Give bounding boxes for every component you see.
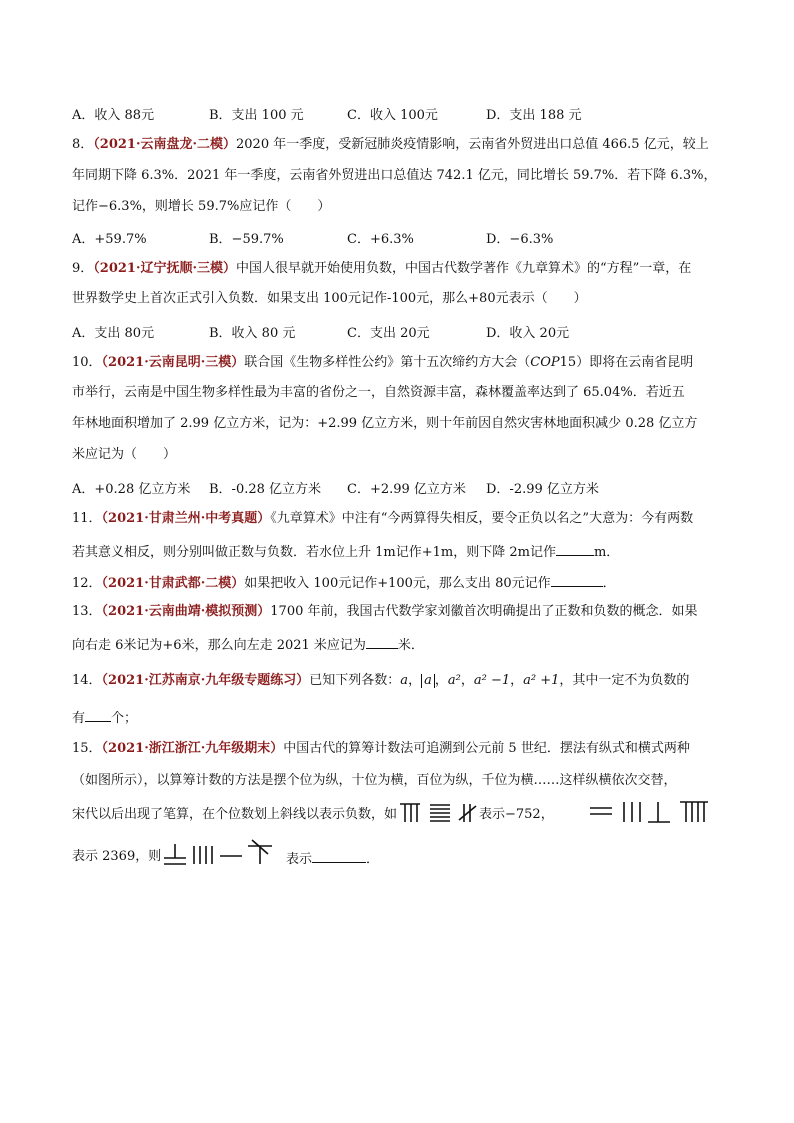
q10-text-1c: 15）即将在云南省昆明: [559, 355, 694, 370]
q15-line-3a: 宋代以后出现了笔算，在个位数划上斜线以表示负数，如: [72, 807, 398, 822]
q11-line-1: [72, 510, 693, 528]
q11-line-2: [72, 541, 619, 562]
q14-text-1b: ，其中一定不为负数的: [559, 673, 690, 688]
q12-answer-blank[interactable]: [551, 572, 603, 587]
q10-cop: COP: [530, 355, 560, 370]
q10-option-a: A．+0.28 亿立方米: [72, 482, 191, 497]
q14-source: （2021·江苏南京·九年级专题练习）: [101, 673, 310, 688]
rod-numeral-2369-icon: [588, 798, 722, 826]
q15-line-1: [72, 740, 690, 758]
q14-text-2b: 个；: [111, 711, 138, 726]
q15-number: 15．: [72, 741, 102, 756]
q11-text-1: 《九章算术》中注有“今两算得失相反，要令正负以名之”大意为：今有两数: [270, 511, 694, 526]
q9-text-1: 中国人很早就开始使用负数，中国古代数学著作《九章算术》的“方程”一章，在: [236, 261, 692, 276]
q13-source: （2021·云南曲靖·模拟预测）: [101, 604, 271, 619]
q13-text-2a: 向右走 6米记为+6米，那么向左走 2021 米应记为: [72, 638, 366, 653]
q15-source: （2021·浙江浙江·九年级期末）: [101, 741, 284, 756]
q13-text-1: 1700 年前，我国古代数学家刘徽首次明确提出了正数和负数的概念．如果: [270, 604, 698, 619]
q11-text-2a: 若其意义相反，则分别叫做正数与负数．若水位上升 1m记作+1m，则下降 2m记作: [72, 545, 556, 560]
q7-option-d: D．支出 188 元: [486, 108, 582, 123]
q14-expr-abs-a: a: [421, 674, 435, 688]
q12-text-1b: ．: [602, 576, 616, 591]
q14-line-2: [72, 707, 137, 728]
q11-number: 11．: [72, 511, 102, 526]
q10-option-c: C．+2.99 亿立方米: [347, 482, 466, 497]
q12-line-1: [72, 572, 616, 593]
q15-line-3b: 表示−752，: [479, 807, 554, 822]
q14-text-1a: 已知下列各数：: [309, 673, 401, 688]
q15-line-4-end: [286, 848, 379, 869]
q7-option-b: B．支出 100 元: [209, 108, 304, 123]
q15-text-4a: 表示 2369，则: [72, 849, 162, 864]
q14-expr-a-squared-minus-1: a² −1: [473, 673, 511, 688]
q8-option-a: A．+59.7%: [72, 232, 147, 247]
q7-option-a: A．收入 88元: [72, 108, 155, 123]
q11-answer-blank[interactable]: [556, 541, 594, 556]
q9-number: 9．: [72, 261, 94, 276]
q10-line-2: 市举行，云南是中国生物多样性最为丰富的省份之一，自然资源丰富，森林覆盖率达到了 65.04%．若近五: [72, 385, 685, 400]
q10-line-1: [72, 354, 693, 372]
q13-text-2b: 米．: [397, 638, 424, 653]
q9-option-b: B．收入 80 元: [209, 326, 296, 341]
q14-number: 14．: [72, 673, 102, 688]
q14-answer-blank[interactable]: [85, 707, 111, 722]
q9-option-a: A．支出 80元: [72, 326, 155, 341]
q9-line-2: 世界数学史上首次正式引入负数．如果支出 100元记作-100元，那么+80元表示（ ）: [72, 291, 587, 306]
q12-text-1a: 如果把收入 100元记作+100元，那么支出 80元记作: [244, 576, 551, 591]
q7-option-c: C．收入 100元: [347, 108, 438, 123]
q8-option-b: B．−59.7%: [209, 232, 284, 247]
q13-number: 13．: [72, 604, 102, 619]
q15-text-4c: ．: [366, 852, 380, 867]
q9-source: （2021·辽宁抚顺·三模）: [93, 261, 237, 276]
q11-source: （2021·甘肃兰州·中考真题）: [101, 511, 271, 526]
q9-option-c: C．支出 20元: [347, 326, 430, 341]
q14-expr-a: a: [400, 673, 409, 688]
q12-number: 12．: [72, 576, 102, 591]
q14-expr-a-squared-plus-1: a² +1: [523, 673, 560, 688]
q8-number: 8．: [72, 137, 94, 152]
q10-option-d: D．-2.99 亿立方米: [486, 482, 599, 497]
q15-answer-blank[interactable]: [312, 848, 366, 863]
q8-option-d: D．−6.3%: [486, 232, 554, 247]
q10-option-b: B．-0.28 亿立方米: [209, 482, 322, 497]
q9-option-d: D．收入 20元: [486, 326, 570, 341]
q10-line-3: 年林地面积增加了 2.99 亿立方米，记为：+2.99 亿立方米，则十年前因自然灾害林地面积减少 0.28 亿立方: [72, 416, 698, 431]
q10-line-4: 米应记为（ ）: [72, 447, 177, 462]
q12-source: （2021·甘肃武都·二模）: [101, 576, 245, 591]
q8-source: （2021·云南盘龙·二模）: [93, 137, 237, 152]
q15-line-2: （如图所示），以算筹计数的方法是摆个位为纵，十位为横，百位为纵，千位为横……这样纵横依次交替，: [72, 773, 677, 788]
q8-option-c: C．+6.3%: [347, 232, 414, 247]
q9-line-1: [72, 260, 691, 278]
q10-number: 10．: [72, 355, 102, 370]
q15-text-4b: 表示: [286, 852, 313, 867]
q10-source: （2021·云南昆明·三模）: [101, 355, 245, 370]
q10-text-1a: 联合国《生物多样性公约》第十五次缔约方大会（: [244, 355, 531, 370]
q14-text-2a: 有: [72, 711, 86, 726]
q13-line-2: [72, 634, 424, 655]
q15-line-4: [72, 848, 161, 866]
q11-text-2b: m．: [593, 545, 620, 560]
q13-line-1: [72, 603, 698, 621]
q14-expr-a-squared: a²: [447, 673, 461, 688]
q8-line-2: 年同期下降 6.3%．2021 年一季度，云南省外贸进出口总值达 742.1 亿元，同比增长 59.7%．若下降 6.3%，: [72, 168, 717, 183]
q8-line-1: [72, 136, 709, 154]
q14-line-1: 14．（2021·江苏南京·九年级专题练习）已知下列各数：a， a ，a²，a² −1，a² +1，其中一定不为负数的: [72, 673, 690, 688]
q8-text-1: 2020 年一季度，受新冠肺炎疫情影响，云南省外贸进出口总值 466.5 亿元，较上: [236, 137, 709, 152]
rod-numeral-question-icon: [162, 838, 280, 868]
q15-text-1: 中国古代的算筹计数法可追溯到公元前 5 世纪．摆法有纵式和横式两种: [283, 741, 690, 756]
q8-line-3: 记作−6.3%，则增长 59.7%应记作（ ）: [72, 199, 331, 214]
q13-answer-blank[interactable]: [366, 634, 398, 649]
